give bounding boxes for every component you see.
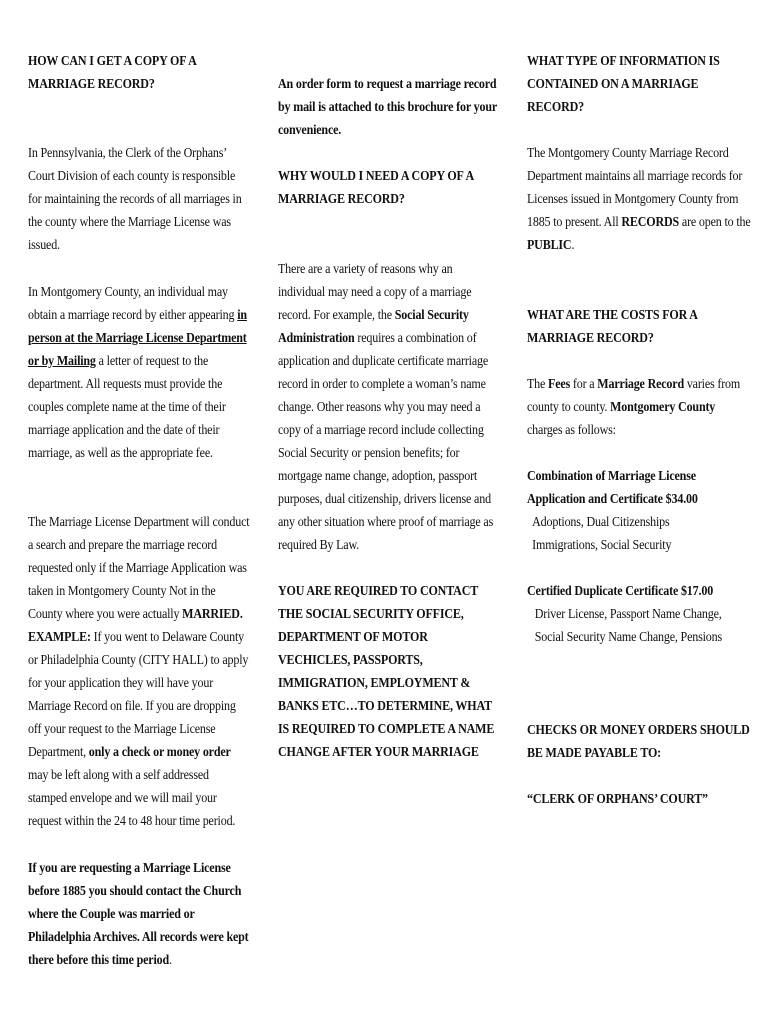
fee-duplicate-use-2: Social Security Name Change, Pensions — [534, 630, 722, 645]
fee-duplicate-title: Certified Duplicate Certificate $17.00 — [527, 584, 714, 599]
text-social-security-administration: Social Security Administration — [278, 308, 469, 346]
text-in-person-or-mail: in person at the Marriage License Department or by Mailing — [28, 308, 247, 369]
payee-name: “CLERK OF ORPHANS’ COURT” — [527, 792, 708, 807]
paragraph-before-1885 — [28, 857, 250, 972]
text: for a — [570, 377, 598, 392]
fee-duplicate-use-1: Driver License, Passport Name Change, — [534, 607, 722, 622]
text-fees: Fees — [548, 377, 571, 392]
text: The Marriage License Department will conduct a search and prepare the marriage record requested only if the Marriage Application was taken in Montgomery County Not in the County where you were actually — [28, 515, 250, 622]
text-married: MARRIED — [182, 607, 240, 622]
fee-combination-title: Combination of Marriage License Application and Certificate $34.00 — [527, 469, 698, 507]
text-montgomery-county: Montgomery County — [610, 400, 716, 415]
paragraph-pennsylvania-clerk: In Pennsylvania, the Clerk of the Orphans’ Court Division of each county is responsible for maintaining the records of all marriages in the county where the Marriage License was issued. — [28, 146, 242, 253]
text: . — [571, 238, 575, 253]
payable-instruction: CHECKS OR MONEY ORDERS SHOULD BE MADE PAYABLE TO: — [527, 723, 750, 761]
text: varies from county to county. — [527, 377, 741, 415]
intro-order-form: An order form to request a marriage record by mail is attached to this brochure for your convenience. — [278, 77, 497, 138]
heading-costs: WHAT ARE THE COSTS FOR A MARRIAGE RECORD? — [527, 308, 698, 346]
heading-why-need-copy: WHY WOULD I NEED A COPY OF A MARRIAGE RECORD? — [278, 169, 474, 207]
heading-information-contained: WHAT TYPE OF INFORMATION IS CONTAINED ON A MARRIAGE RECORD? — [527, 54, 720, 115]
heading-how-to-get-copy: HOW CAN I GET A COPY OF A MARRIAGE RECORD? — [28, 54, 196, 92]
text: requires a combination of application and duplicate certificate marriage record in order to complete a woman’s name change. Other reasons why you may need a copy of a marriage record include collecting Social Security or pension benefits; for mortgage name change, adoption, passport purposes, dual citizenship, drivers license and any other situation where proof of marriage as required By Law. — [278, 331, 494, 553]
fee-combination-use-2: Immigrations, Social Security — [532, 538, 672, 553]
paragraph-records-maintained — [527, 142, 752, 257]
text: are open to the — [679, 215, 751, 230]
paragraph-reasons — [278, 258, 500, 557]
text: The Montgomery County Marriage Record Department maintains all marriage records for Licenses issued in Montgomery County from 1885 to present. All — [527, 146, 743, 230]
text: If you went to Delaware County or Philadelphia County (CITY HALL) to apply for your application they will have your Marriage Record on file. If you are dropping off your request to the Marriage License Department, — [28, 630, 249, 760]
text-check-or-money-order: only a check or money order — [88, 745, 231, 760]
fee-duplicate — [527, 580, 752, 649]
text: charges as follows: — [527, 423, 616, 438]
text: There are a variety of reasons why an individual may need a copy of a marriage record. For example, the — [278, 262, 472, 323]
text: a letter of request to the department. All requests must provide the couples complete name at the time of their marriage application and the date of their marriage, as well as the appropriate fee. — [28, 354, 226, 461]
fee-combination — [527, 465, 752, 557]
text: may be left along with a self addressed stamped envelope and we will mail your request within the 24 to 48 hour time period. — [28, 768, 236, 829]
fee-combination-use-1: Adoptions, Dual Citizenships — [532, 515, 670, 530]
text-public: PUBLIC — [527, 238, 572, 253]
text-marriage-record: Marriage Record — [597, 377, 684, 392]
paragraph-search-conditions — [28, 511, 250, 833]
paragraph-montgomery-obtain — [28, 281, 250, 465]
text: . — [169, 953, 172, 968]
text-before-1885: If you are requesting a Marriage License before 1885 you should contact the Church where the Couple was married or Philadelphia Archives. All records were kept there before this time period — [28, 861, 249, 968]
text: The — [527, 377, 549, 392]
notice-contact-agencies: YOU ARE REQUIRED TO CONTACT THE SOCIAL SECURITY OFFICE, DEPARTMENT OF MOTOR VECHICLES, PASSPORTS, IMMIGRATION, EMPLOYMENT & BANKS ETC…TO DETERMINE, WHAT IS REQUIRED TO COMPLETE A NAME CHANGE AFTER YOUR MARRIAGE — [278, 584, 495, 760]
text-records: RECORDS — [621, 215, 680, 230]
paragraph-fees — [527, 373, 752, 442]
text: In Montgomery County, an individual may obtain a marriage record by either appearing — [28, 285, 238, 323]
text-example: . EXAMPLE: — [28, 607, 243, 645]
